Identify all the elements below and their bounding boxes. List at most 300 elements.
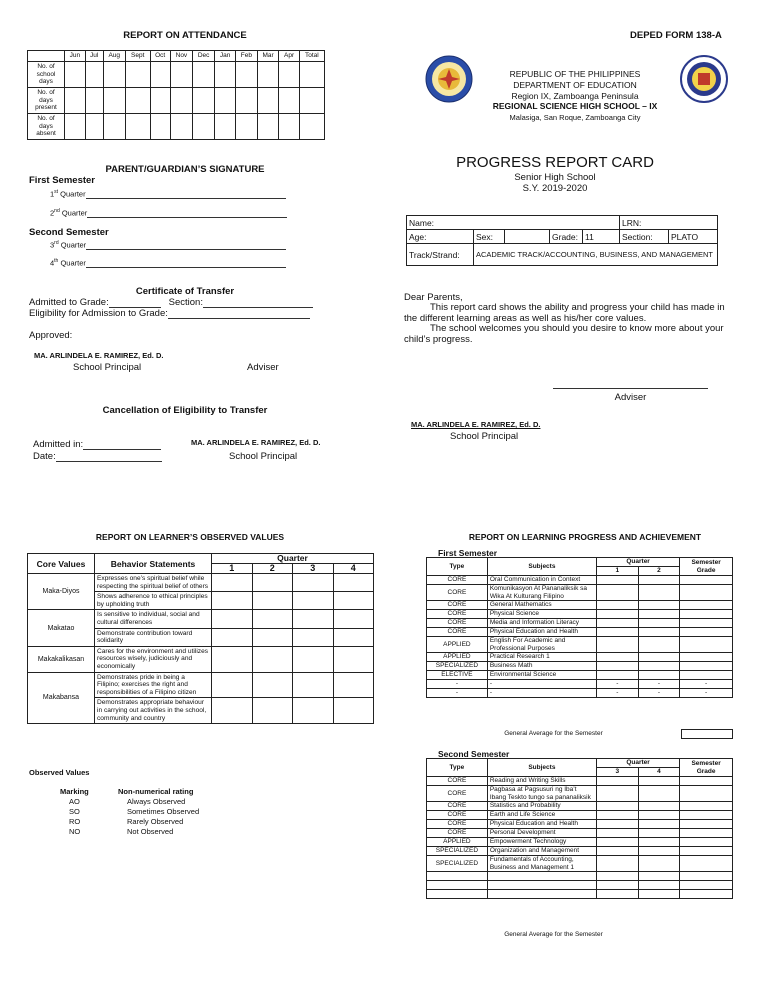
subject-type: CORE bbox=[427, 820, 488, 829]
core-value: Maka-Diyos bbox=[28, 574, 95, 610]
subject-row bbox=[427, 811, 733, 820]
col-core-values: Core Values bbox=[28, 554, 95, 574]
subject-name: Earth and Life Science bbox=[487, 811, 596, 820]
attendance-cell[interactable] bbox=[193, 88, 215, 114]
grade-q-cell[interactable] bbox=[597, 628, 639, 637]
subject-row bbox=[427, 872, 733, 881]
value-rating-cell[interactable] bbox=[252, 646, 293, 672]
value-rating-cell[interactable] bbox=[333, 698, 374, 724]
signature-line[interactable] bbox=[86, 198, 286, 199]
first-semester-label: First Semester bbox=[29, 175, 96, 186]
subject-row bbox=[427, 610, 733, 619]
col-behavior: Behavior Statements bbox=[95, 554, 212, 574]
subject-type: CORE bbox=[427, 829, 488, 838]
semester-grade-cell[interactable] bbox=[680, 856, 733, 872]
month-header: Dec bbox=[193, 51, 215, 62]
attendance-cell[interactable] bbox=[257, 62, 279, 88]
grade-q-cell[interactable]: - bbox=[597, 680, 639, 689]
cancel-principal-name: MA. ARLINDELA E. RAMIREZ, Ed. D. bbox=[191, 438, 321, 447]
behavior-statement: Cares for the environment and utilizes resources wisely, judiciously and economically bbox=[95, 646, 212, 672]
grade-q-cell[interactable] bbox=[638, 637, 680, 653]
semester-grade-cell[interactable] bbox=[680, 637, 733, 653]
semester-grade-cell[interactable] bbox=[680, 847, 733, 856]
approved-label: Approved: bbox=[29, 330, 73, 341]
grade-q-cell[interactable] bbox=[596, 802, 638, 811]
letter-salutation: Dear Parents, bbox=[404, 292, 463, 303]
marking-header: Marking bbox=[60, 787, 89, 796]
subject-row bbox=[427, 847, 733, 856]
value-rating-cell[interactable] bbox=[212, 698, 253, 724]
transfer-title: Certificate of Transfer bbox=[135, 286, 235, 297]
card-sy: S.Y. 2019-2020 bbox=[522, 183, 588, 194]
col-quarter: Quarter bbox=[596, 759, 679, 768]
subject-row bbox=[427, 576, 733, 585]
attendance-cell[interactable] bbox=[215, 114, 236, 140]
grade-q-cell[interactable] bbox=[597, 576, 639, 585]
subject-name: Personal Development bbox=[487, 829, 596, 838]
value-rating-cell[interactable] bbox=[293, 646, 334, 672]
grade-q-cell[interactable]: - bbox=[597, 689, 639, 698]
letter-p2: The school welcomes you should you desire to know more about your child’s progress. bbox=[404, 323, 724, 345]
marking-code: SO bbox=[69, 807, 80, 816]
grade-q-cell[interactable] bbox=[638, 890, 680, 899]
attendance-cell[interactable] bbox=[257, 88, 279, 114]
value-rating-cell[interactable] bbox=[212, 592, 253, 610]
letter-p1: This report card shows the ability and progress your child has made in the different learning areas as well as his/her core values. bbox=[404, 302, 725, 324]
grade-q-cell[interactable] bbox=[638, 881, 680, 890]
card-level: Senior High School bbox=[514, 172, 596, 183]
attendance-corner-cell bbox=[28, 51, 65, 62]
first-sem-table bbox=[426, 557, 733, 698]
value-rating-cell[interactable] bbox=[333, 574, 374, 592]
quarter-header: 1 bbox=[597, 567, 639, 576]
subject-type: SPECIALIZED bbox=[427, 662, 488, 671]
semester-grade-cell[interactable] bbox=[680, 610, 733, 619]
semester-grade-cell[interactable] bbox=[680, 829, 733, 838]
grade-q-cell[interactable] bbox=[638, 838, 680, 847]
attendance-cell[interactable] bbox=[279, 62, 299, 88]
semester-grade-cell[interactable] bbox=[680, 671, 733, 680]
letter-principal-name: MA. ARLINDELA E. RAMIREZ, Ed. D. bbox=[411, 420, 541, 429]
behavior-statement: Expresses one’s spiritual belief while respecting the spiritual belief of others bbox=[95, 574, 212, 592]
subject-type: - bbox=[427, 689, 488, 698]
col-subjects: Subjects bbox=[487, 558, 596, 576]
lrn-field[interactable]: LRN: bbox=[620, 216, 718, 230]
value-rating-cell[interactable] bbox=[293, 698, 334, 724]
subject-name: Organization and Management bbox=[487, 847, 596, 856]
month-header: Total bbox=[299, 51, 324, 62]
semester-grade-cell[interactable] bbox=[680, 811, 733, 820]
attendance-title: REPORT ON ATTENDANCE bbox=[123, 30, 247, 41]
quarter-header: 1 bbox=[212, 564, 253, 574]
subject-row bbox=[427, 637, 733, 653]
observed-values-title: Observed Values bbox=[29, 768, 90, 777]
track-label: Track/Strand: bbox=[407, 244, 474, 266]
age-label: Age: bbox=[407, 230, 474, 244]
month-header: Nov bbox=[170, 51, 192, 62]
grade-q-cell[interactable] bbox=[596, 872, 638, 881]
quarter-header: 4 bbox=[638, 768, 680, 777]
month-header: Jul bbox=[85, 51, 103, 62]
grade-q-cell[interactable] bbox=[596, 890, 638, 899]
second-sem-general-average: General Average for the Semester bbox=[504, 931, 603, 938]
core-value: Makabansa bbox=[28, 672, 95, 724]
marking-desc: Rarely Observed bbox=[127, 817, 184, 826]
value-rating-cell[interactable] bbox=[252, 628, 293, 646]
attendance-row bbox=[28, 88, 325, 114]
value-rating-cell[interactable] bbox=[333, 672, 374, 698]
subject-name: Practical Research 1 bbox=[487, 653, 596, 662]
transfer-adviser: Adviser bbox=[247, 362, 279, 373]
value-rating-cell[interactable] bbox=[252, 672, 293, 698]
adviser-label: Adviser bbox=[614, 392, 647, 403]
attendance-cell[interactable] bbox=[65, 88, 86, 114]
grade-q-cell[interactable] bbox=[597, 610, 639, 619]
marking-desc: Sometimes Observed bbox=[127, 807, 200, 816]
col-type: Type bbox=[427, 558, 488, 576]
subject-row bbox=[427, 619, 733, 628]
attendance-cell[interactable] bbox=[125, 62, 150, 88]
subject-name: - bbox=[487, 689, 596, 698]
marking-desc: Always Observed bbox=[127, 797, 186, 806]
value-rating-cell[interactable] bbox=[293, 574, 334, 592]
month-header: Jun bbox=[65, 51, 86, 62]
semester-grade-cell[interactable]: - bbox=[680, 680, 733, 689]
eligibility-field[interactable] bbox=[168, 318, 310, 319]
adviser-signature-line[interactable] bbox=[553, 388, 708, 389]
value-rating-cell[interactable] bbox=[212, 610, 253, 628]
progress-title: REPORT ON LEARNING PROGRESS AND ACHIEVEMENT bbox=[468, 532, 702, 542]
subject-name bbox=[487, 890, 596, 899]
attendance-cell[interactable] bbox=[150, 62, 170, 88]
core-value: Makakalikasan bbox=[28, 646, 95, 672]
attendance-row-label: No. of days absent bbox=[28, 114, 65, 140]
grade-q-cell[interactable] bbox=[638, 829, 680, 838]
value-rating-cell[interactable] bbox=[333, 610, 374, 628]
attendance-row-label: No. of school days bbox=[28, 62, 65, 88]
values-row bbox=[28, 646, 374, 672]
subject-type bbox=[427, 890, 488, 899]
cancel-principal-title: School Principal bbox=[229, 451, 298, 462]
col-subjects: Subjects bbox=[487, 759, 596, 777]
semester-grade-cell[interactable] bbox=[680, 872, 733, 881]
subject-name bbox=[487, 881, 596, 890]
grade-q-cell[interactable] bbox=[638, 856, 680, 872]
subject-row bbox=[427, 881, 733, 890]
value-rating-cell[interactable] bbox=[252, 592, 293, 610]
attendance-cell[interactable] bbox=[125, 88, 150, 114]
semester-grade-cell[interactable] bbox=[680, 786, 733, 802]
grade-q-cell[interactable] bbox=[597, 671, 639, 680]
grade-q-cell[interactable] bbox=[638, 872, 680, 881]
semester-grade-cell[interactable] bbox=[680, 777, 733, 786]
grade-q-cell[interactable] bbox=[596, 820, 638, 829]
subject-row bbox=[427, 777, 733, 786]
republic: REPUBLIC OF THE PHILIPPINES bbox=[509, 69, 641, 79]
value-rating-cell[interactable] bbox=[333, 628, 374, 646]
attendance-cell[interactable] bbox=[279, 114, 299, 140]
attendance-cell[interactable] bbox=[65, 62, 86, 88]
grade-q-cell[interactable] bbox=[638, 619, 680, 628]
subject-name: Media and Information Literacy bbox=[487, 619, 596, 628]
grade-q-cell[interactable] bbox=[638, 585, 680, 601]
grade-q-cell[interactable] bbox=[638, 653, 680, 662]
values-row bbox=[28, 672, 374, 698]
attendance-cell[interactable] bbox=[215, 62, 236, 88]
semester-grade-cell[interactable] bbox=[680, 820, 733, 829]
value-rating-cell[interactable] bbox=[212, 574, 253, 592]
card-title: PROGRESS REPORT CARD bbox=[456, 154, 654, 171]
subject-name: Reading and Writing Skills bbox=[487, 777, 596, 786]
semester-grade-cell[interactable] bbox=[680, 653, 733, 662]
grade-q-cell[interactable] bbox=[597, 601, 639, 610]
semester-grade-cell[interactable] bbox=[680, 619, 733, 628]
semester-grade-cell[interactable] bbox=[680, 628, 733, 637]
grade-q-cell[interactable] bbox=[638, 777, 680, 786]
grade-q-cell[interactable] bbox=[596, 881, 638, 890]
value-rating-cell[interactable] bbox=[333, 646, 374, 672]
grade-q-cell[interactable] bbox=[596, 847, 638, 856]
subject-type: CORE bbox=[427, 585, 488, 601]
attendance-cell[interactable] bbox=[236, 62, 258, 88]
behavior-statement: Demonstrates pride in being a Filipino; exercises the right and responsibilities of a Filipino citizen bbox=[95, 672, 212, 698]
region: Region IX, Zamboanga Peninsula bbox=[511, 91, 639, 101]
subject-name: Komunikasyon At Pananaliksik sa Wika At Kulturang Filipino bbox=[487, 585, 596, 601]
attendance-row-label: No. of days present bbox=[28, 88, 65, 114]
subject-name: General Mathematics bbox=[487, 601, 596, 610]
track-value: ACADEMIC TRACK/ACCOUNTING, BUSINESS, AND MANAGEMENT bbox=[474, 244, 718, 266]
first-sem-label: First Semester bbox=[438, 548, 498, 558]
subject-type: CORE bbox=[427, 619, 488, 628]
subject-type: - bbox=[427, 680, 488, 689]
month-header: Aug bbox=[103, 51, 125, 62]
subject-name: Oral Communication in Context bbox=[487, 576, 596, 585]
subject-row bbox=[427, 838, 733, 847]
grade-q-cell[interactable] bbox=[596, 856, 638, 872]
form-id: DEPED FORM 138-A bbox=[630, 30, 722, 41]
signature-title: PARENT/GUARDIAN’S SIGNATURE bbox=[105, 164, 265, 175]
subject-type: CORE bbox=[427, 786, 488, 802]
attendance-row bbox=[28, 114, 325, 140]
subject-name: Fundamentals of Accounting, Business and Management 1 bbox=[487, 856, 596, 872]
values-title: REPORT ON LEARNER’S OBSERVED VALUES bbox=[95, 532, 285, 542]
date-field[interactable] bbox=[56, 461, 162, 462]
grade-q-cell[interactable] bbox=[596, 777, 638, 786]
semester-grade-cell[interactable] bbox=[680, 601, 733, 610]
signature-line[interactable] bbox=[86, 267, 286, 268]
value-rating-cell[interactable] bbox=[212, 628, 253, 646]
grade-q-cell[interactable] bbox=[638, 628, 680, 637]
grade-q-cell[interactable] bbox=[638, 811, 680, 820]
deped-seal-icon bbox=[680, 55, 728, 103]
values-row bbox=[28, 574, 374, 592]
semester-grade-cell[interactable] bbox=[680, 802, 733, 811]
semester-grade-cell[interactable] bbox=[680, 585, 733, 601]
first-sem-average-cell[interactable] bbox=[681, 729, 733, 739]
rating-header: Non-numerical rating bbox=[118, 787, 194, 796]
sex-value[interactable] bbox=[505, 230, 550, 244]
subject-type: CORE bbox=[427, 601, 488, 610]
subject-type: SPECIALIZED bbox=[427, 856, 488, 872]
attendance-cell[interactable] bbox=[65, 114, 86, 140]
subject-type: APPLIED bbox=[427, 637, 488, 653]
subject-type bbox=[427, 881, 488, 890]
subject-row bbox=[427, 628, 733, 637]
semester-grade-cell[interactable]: - bbox=[680, 689, 733, 698]
name-field[interactable]: Name: bbox=[407, 216, 620, 230]
school-name: REGIONAL SCIENCE HIGH SCHOOL – IX bbox=[492, 101, 658, 111]
subject-row bbox=[427, 585, 733, 601]
value-rating-cell[interactable] bbox=[252, 698, 293, 724]
month-header: Apr bbox=[279, 51, 299, 62]
value-rating-cell[interactable] bbox=[212, 646, 253, 672]
month-header: Sept bbox=[125, 51, 150, 62]
value-rating-cell[interactable] bbox=[293, 672, 334, 698]
grade-q-cell[interactable] bbox=[638, 786, 680, 802]
attendance-table bbox=[27, 50, 325, 140]
deped-seal-text bbox=[0, 0, 1, 1]
semester-grade-cell[interactable] bbox=[680, 838, 733, 847]
grade-q-cell[interactable] bbox=[597, 585, 639, 601]
attendance-cell[interactable] bbox=[170, 114, 192, 140]
sem-header-row bbox=[427, 759, 733, 768]
attendance-cell[interactable] bbox=[299, 62, 324, 88]
attendance-cell[interactable] bbox=[103, 114, 125, 140]
subject-row bbox=[427, 786, 733, 802]
month-header: Feb bbox=[236, 51, 258, 62]
attendance-cell[interactable] bbox=[85, 62, 103, 88]
quarter-header: 4 bbox=[333, 564, 374, 574]
values-row bbox=[28, 610, 374, 628]
subject-name: Statistics and Probability bbox=[487, 802, 596, 811]
grade-q-cell[interactable]: - bbox=[638, 680, 680, 689]
semester-grade-cell[interactable] bbox=[680, 881, 733, 890]
subject-row bbox=[427, 601, 733, 610]
grade-q-cell[interactable] bbox=[638, 671, 680, 680]
value-rating-cell[interactable] bbox=[293, 592, 334, 610]
signature-line[interactable] bbox=[86, 249, 286, 250]
attendance-cell[interactable] bbox=[299, 88, 324, 114]
subject-type: CORE bbox=[427, 802, 488, 811]
first-sem-general-average: General Average for the Semester bbox=[504, 730, 603, 737]
sem-header-row bbox=[427, 558, 733, 567]
grade-q-cell[interactable] bbox=[597, 637, 639, 653]
value-rating-cell[interactable] bbox=[252, 574, 293, 592]
col-type: Type bbox=[427, 759, 488, 777]
attendance-cell[interactable] bbox=[150, 114, 170, 140]
subject-name: Environmental Science bbox=[487, 671, 596, 680]
signature-line[interactable] bbox=[87, 217, 287, 218]
grade-q-cell[interactable] bbox=[597, 653, 639, 662]
marking-code: AO bbox=[69, 797, 80, 806]
value-rating-cell[interactable] bbox=[252, 610, 293, 628]
attendance-cell[interactable] bbox=[215, 88, 236, 114]
grade-q-cell[interactable] bbox=[638, 820, 680, 829]
marking-row bbox=[60, 827, 260, 837]
grade-q-cell[interactable] bbox=[596, 811, 638, 820]
attendance-cell[interactable] bbox=[85, 114, 103, 140]
grade-value: 11 bbox=[583, 230, 620, 244]
grade-q-cell[interactable] bbox=[638, 847, 680, 856]
attendance-cell[interactable] bbox=[299, 114, 324, 140]
value-rating-cell[interactable] bbox=[212, 672, 253, 698]
subject-row bbox=[427, 856, 733, 872]
school-seal-icon bbox=[425, 55, 473, 103]
subject-name bbox=[487, 872, 596, 881]
grade-q-cell[interactable] bbox=[638, 576, 680, 585]
subject-row bbox=[427, 829, 733, 838]
grade-q-cell[interactable] bbox=[638, 610, 680, 619]
marking-row bbox=[60, 817, 260, 827]
subject-type: CORE bbox=[427, 628, 488, 637]
attendance-cell[interactable] bbox=[257, 114, 279, 140]
section-label: Section: bbox=[620, 230, 669, 244]
section-value: PLATO bbox=[669, 230, 718, 244]
value-rating-cell[interactable] bbox=[293, 610, 334, 628]
behavior-statement: Shows adherence to ethical principles by upholding truth bbox=[95, 592, 212, 610]
grade-q-cell[interactable] bbox=[596, 829, 638, 838]
grade-q-cell[interactable] bbox=[596, 786, 638, 802]
subject-type: CORE bbox=[427, 777, 488, 786]
second-sem-label: Second Semester bbox=[438, 749, 510, 759]
grade-q-cell[interactable]: - bbox=[638, 689, 680, 698]
attendance-cell[interactable] bbox=[150, 88, 170, 114]
markings-list bbox=[60, 797, 260, 837]
quarter-header: 2 bbox=[638, 567, 680, 576]
value-rating-cell[interactable] bbox=[333, 592, 374, 610]
attendance-cell[interactable] bbox=[170, 62, 192, 88]
attendance-row bbox=[28, 62, 325, 88]
month-header: Oct bbox=[150, 51, 170, 62]
col-semester-grade: Semester Grade bbox=[680, 759, 733, 777]
attendance-cell[interactable] bbox=[193, 114, 215, 140]
grade-q-cell[interactable] bbox=[638, 802, 680, 811]
admitted-in-field[interactable] bbox=[83, 449, 161, 450]
attendance-cell[interactable] bbox=[193, 62, 215, 88]
subject-type: APPLIED bbox=[427, 838, 488, 847]
date-row: Date: bbox=[33, 451, 162, 462]
attendance-cell[interactable] bbox=[279, 88, 299, 114]
grade-label: Grade: bbox=[550, 230, 583, 244]
attendance-cell[interactable] bbox=[103, 62, 125, 88]
signature-q3: 3rd Quarter bbox=[50, 239, 300, 250]
attendance-cell[interactable] bbox=[85, 88, 103, 114]
attendance-cell[interactable] bbox=[236, 88, 258, 114]
subject-name: Physical Education and Health bbox=[487, 820, 596, 829]
cancel-title: Cancellation of Eligibility to Transfer bbox=[102, 405, 268, 416]
attendance-cell[interactable] bbox=[170, 88, 192, 114]
attendance-cell[interactable] bbox=[103, 88, 125, 114]
grade-q-cell[interactable] bbox=[597, 662, 639, 671]
grade-q-cell[interactable] bbox=[638, 662, 680, 671]
attendance-cell[interactable] bbox=[125, 114, 150, 140]
grade-q-cell[interactable] bbox=[596, 838, 638, 847]
semester-grade-cell[interactable] bbox=[680, 890, 733, 899]
grade-q-cell[interactable] bbox=[597, 619, 639, 628]
second-semester-label: Second Semester bbox=[29, 227, 109, 238]
value-rating-cell[interactable] bbox=[293, 628, 334, 646]
core-value: Makatao bbox=[28, 610, 95, 646]
subject-row bbox=[427, 890, 733, 899]
quarter-header: 3 bbox=[293, 564, 334, 574]
subject-name: - bbox=[487, 680, 596, 689]
subject-name: Physical Education and Health bbox=[487, 628, 596, 637]
semester-grade-cell[interactable] bbox=[680, 576, 733, 585]
quarter-header: 2 bbox=[252, 564, 293, 574]
grade-q-cell[interactable] bbox=[638, 601, 680, 610]
semester-grade-cell[interactable] bbox=[680, 662, 733, 671]
attendance-cell[interactable] bbox=[236, 114, 258, 140]
